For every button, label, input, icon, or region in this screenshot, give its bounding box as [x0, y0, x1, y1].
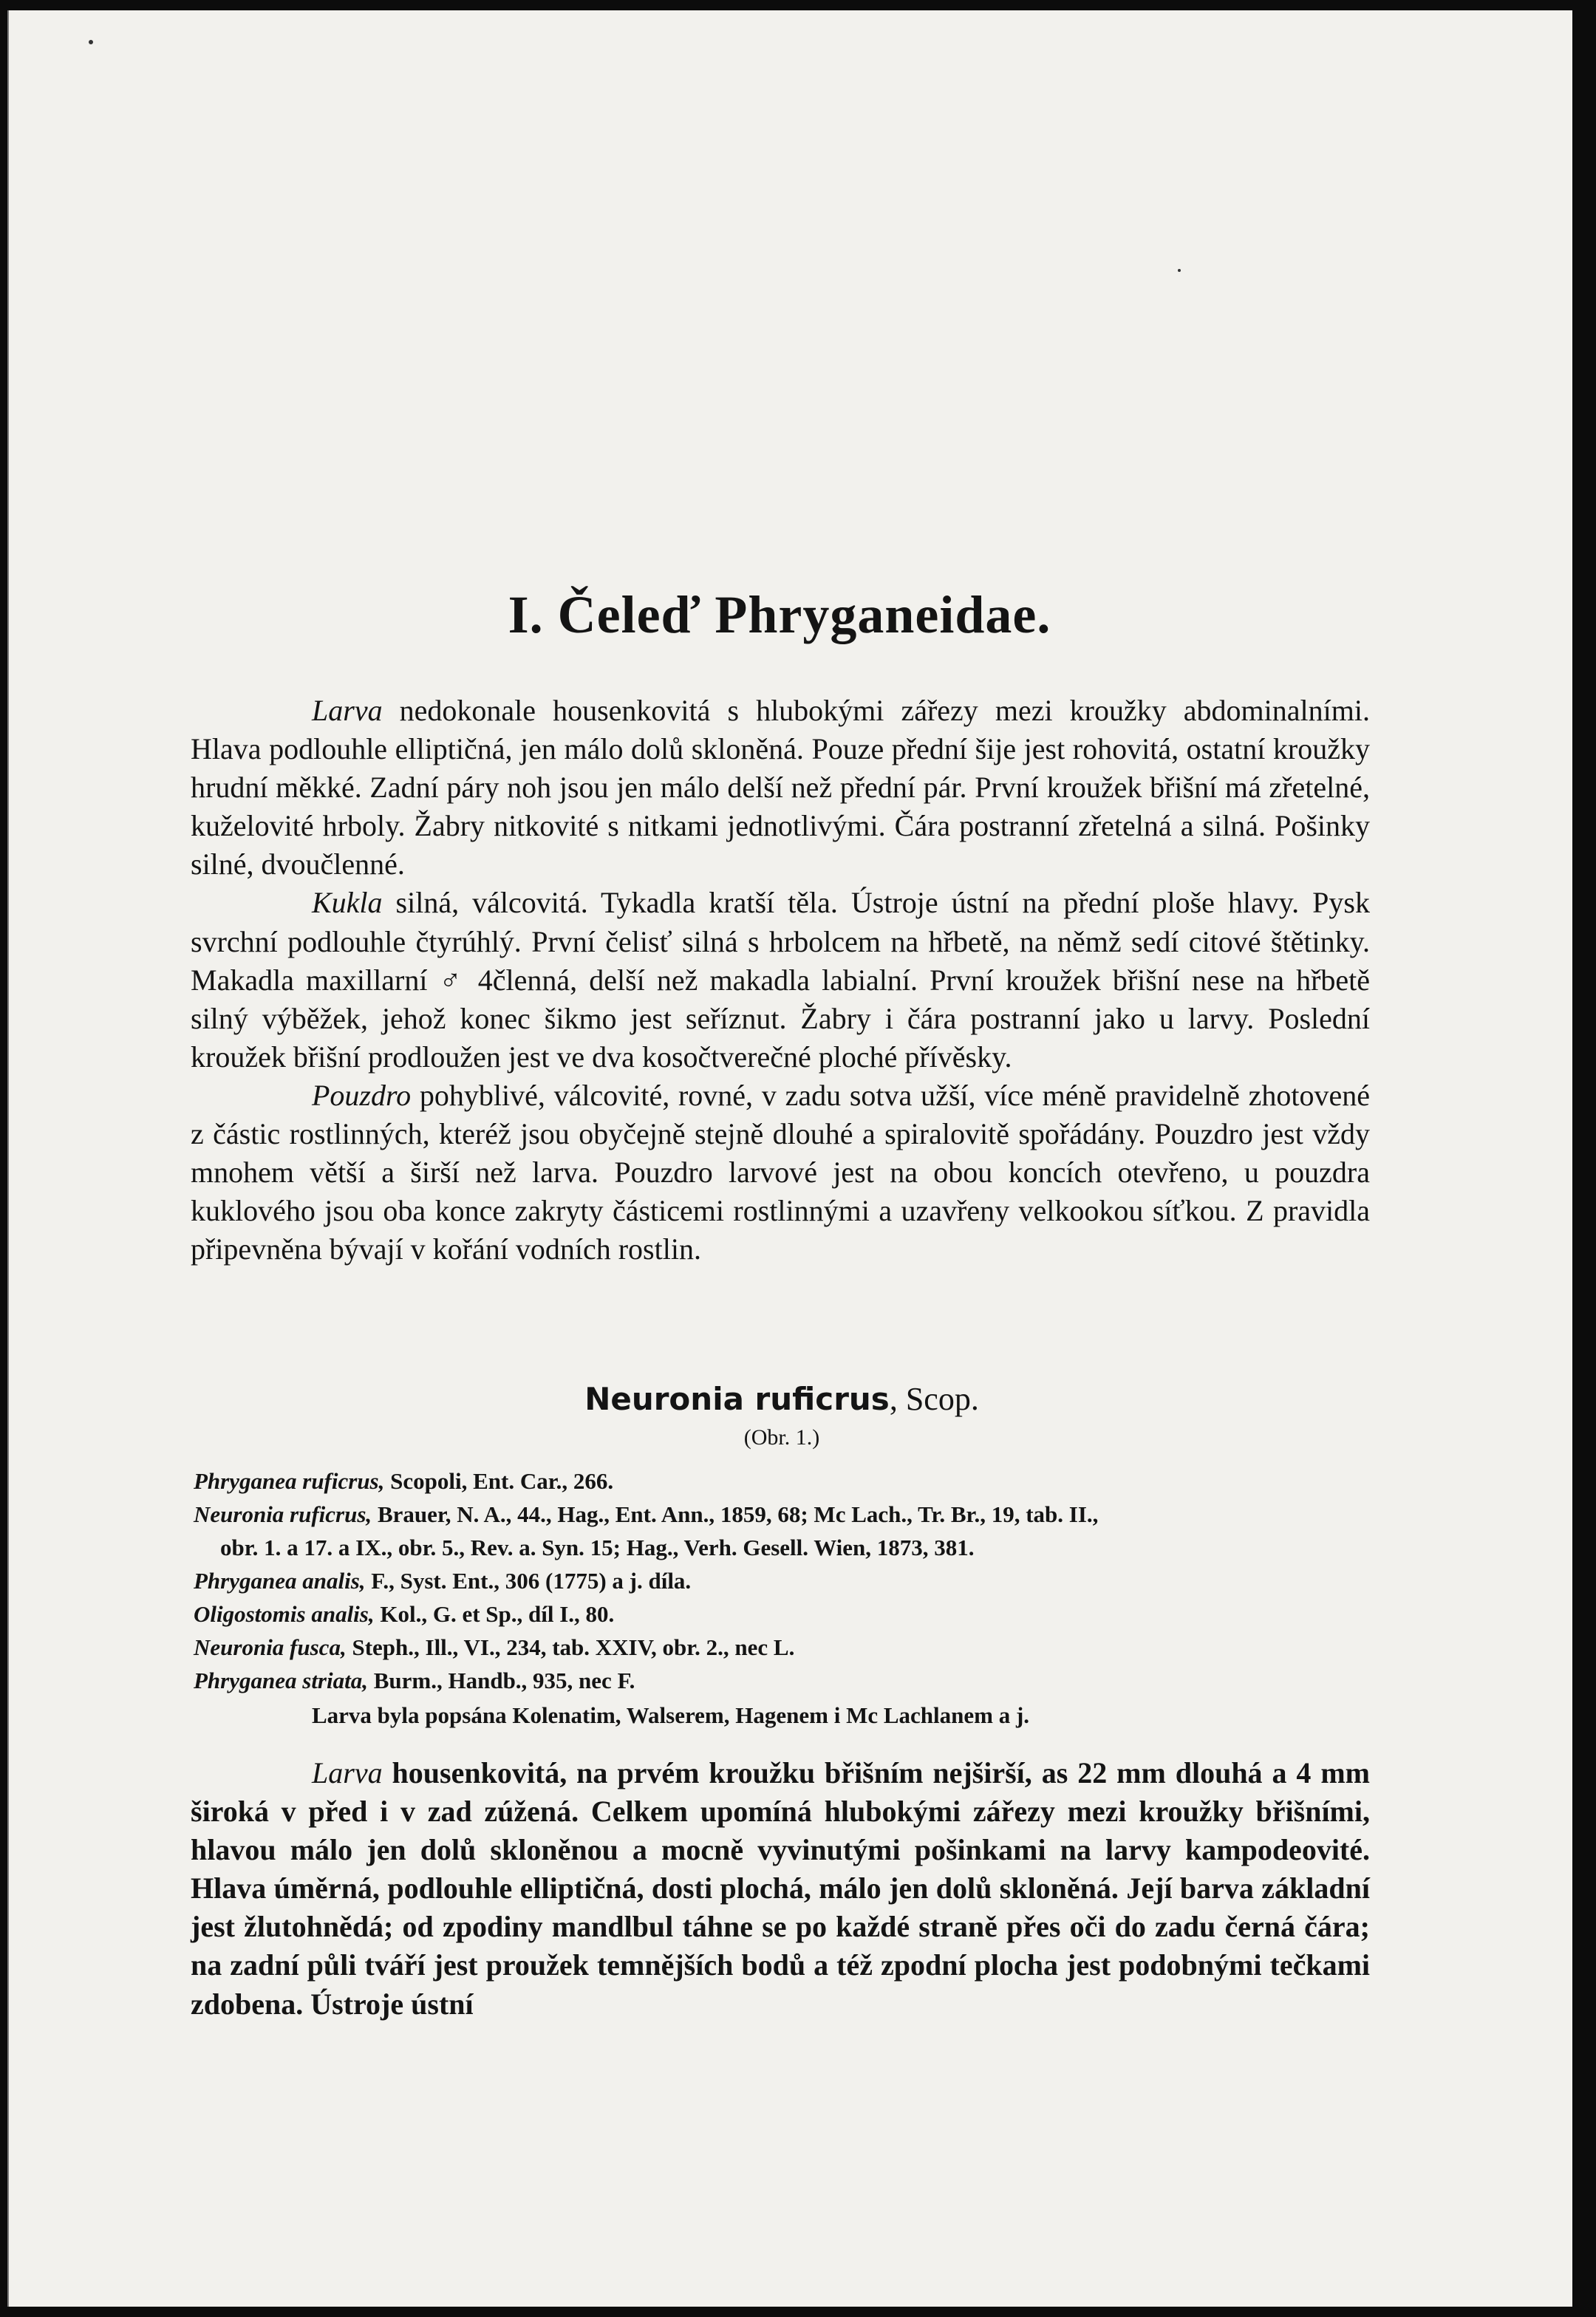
synonym-item: Phryganea analis, F., Syst. Ent., 306 (1775) a j. díla.	[194, 1568, 692, 1594]
family-description	[191, 692, 1370, 1269]
species-larva-label: Larva	[312, 1756, 383, 1789]
synonym-item: Oligostomis analis, Kol., G. et Sp., díl I., 80.	[194, 1601, 615, 1627]
pupa-label: Kukla	[312, 886, 383, 920]
synonym-item: Phryganea striata, Burm., Handb., 935, nec F.	[194, 1668, 635, 1693]
figure-reference: (Obr. 1.)	[743, 1425, 820, 1450]
species-author: , Scop.	[889, 1381, 979, 1417]
larva-label: Larva	[312, 694, 383, 727]
pupa-paragraph	[191, 884, 1370, 1076]
print-speck	[1178, 269, 1181, 272]
larva-paragraph	[191, 692, 1370, 884]
species-heading	[191, 1380, 1373, 1419]
species-larva-description	[191, 1754, 1370, 2024]
male-symbol: ♂	[439, 963, 466, 997]
page-edge-line	[7, 10, 9, 2307]
species-larva-paragraph	[191, 1754, 1370, 2024]
synonym-item: Neuronia ruficrus, Brauer, N. A., 44., Hag., Ent. Ann., 1859, 68; Mc Lach., Tr. Br., 19, tab. II.,	[194, 1501, 1099, 1527]
pupa-text-before: silná, válcovitá. Tykadla kratší těla. Ústroje ústní na přední ploše hlavy. Pysk svrchní podlouhle čtyrúhlý. První čelisť silná s hrbolcem na hřbetě, na němž sedí citové štětinky. Makadla maxillarní	[191, 886, 1370, 997]
pupa-text-after: 4členná, delší než makadla labialní. První kroužek břišní nese na hřbetě silný výběžek, jehož konec šikmo jest seříznut. Žabry i čára postranní jako u larvy. Poslední kroužek břišní prodloužen jest ve dva kosočtverečné ploché přívěsky.	[191, 963, 1371, 1074]
larva-text: nedokonale housenkovitá s hlubokými zářezy mezi kroužky abdominalními. Hlava podlouhle elliptičná, jen málo dolů skloněná. Pouze přední šije jest rohovitá, ostatní kroužky hrudní měkké. Zadní páry noh jsou jen málo delší než přední pár. První kroužek břišní má zřetelné, kuželovité hrboly. Žabry nitkovité s nitkami jednotlivými. Čára postranní zřetelná a silná. Pošinky silné, dvoučlenné.	[191, 694, 1370, 881]
species-name: Neuronia ruficrus	[584, 1381, 890, 1417]
book-page	[7, 10, 1572, 2307]
synonym-list	[194, 1464, 1370, 1697]
species-larva-text: housenkovitá, na prvém kroužku břišním nejširší, as 22 mm dlouhá a 4 mm široká v před i v zad zúžená. Celkem upomíná hlubokými zářezy mezi kroužky břišními, hlavou málo jen dolů skloněnou a mocně vyvinutými pošinkami na larvy kampodeovité. Hlava úměrná, podlouhle elliptičná, dosti plochá, málo jen dolů skloněná. Její barva základní jest žlutohnědá; od zpodiny mandlbul táhne se po každé straně přes oči do zadu černá čára; na zadní půli tváří jest proužek temnějších bodů a též zpodní plocha jest podobnými tečkami zdobena. Ústroje ústní	[191, 1756, 1370, 2021]
synonym-item: Neuronia fusca, Steph., Ill., VI., 234, tab. XXIV, obr. 2., nec L.	[194, 1634, 795, 1660]
synonym-item: Phryganea ruficrus, Scopoli, Ent. Car., 266.	[194, 1468, 614, 1494]
synonym-continuation: obr. 1. a 17. a IX., obr. 5., Rev. a. Syn. 15; Hag., Verh. Gesell. Wien, 1873, 381.	[220, 1535, 975, 1560]
larva-description-note: Larva byla popsána Kolenatim, Walserem, Hagenem i Mc Lachlanem a j.	[312, 1702, 1030, 1728]
chapter-heading: I. Čeleď Phryganeidae.	[508, 585, 1051, 644]
case-paragraph	[191, 1076, 1370, 1269]
case-text: pohyblivé, válcovité, rovné, v zadu sotva užší, více méně pravidelně zhotovené z částic rostlinných, kteréž jsou obyčejně stejně dlouhé a spiralovitě spořádány. Pouzdro jest vždy mnohem větší a širší než larva. Pouzdro larvové jest na obou koncích otevřeno, u pouzdra kuklového jsou oba konce zakryty částicemi rostlinnými a uzavřeny velkookou síťkou. Z pravidla připevněna bývají v kořání vodních rostlin.	[191, 1078, 1370, 1266]
print-speck	[89, 40, 93, 44]
case-label: Pouzdro	[312, 1078, 412, 1112]
